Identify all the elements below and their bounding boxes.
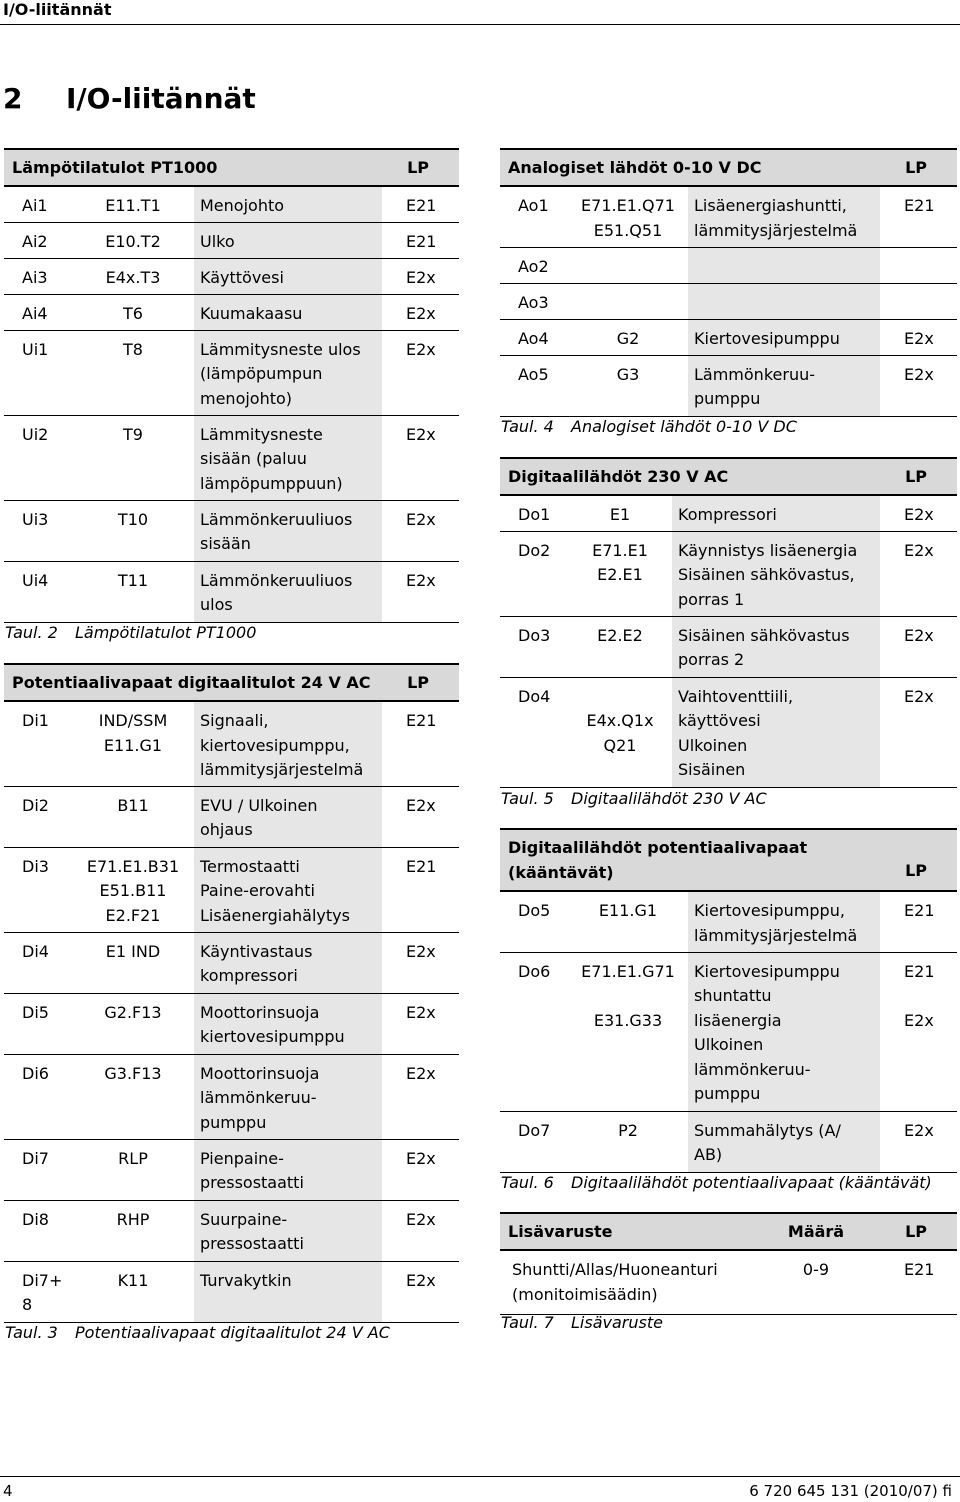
description-cell: Termostaatti Paine-erovahti Lisäenergiahälytys [194, 847, 382, 932]
description-cell: Turvakytkin [194, 1261, 382, 1322]
description-cell: Menojohto [194, 186, 382, 222]
description-cell: Käyntivastaus kompressori [194, 932, 382, 993]
connector-cell: Do5 [500, 891, 566, 952]
caption-text: Potentiaalivapaat digitaalitulot 24 V AC [75, 1323, 390, 1342]
lp-cell: E21 [880, 186, 957, 247]
item-header: Lisävaruste [500, 1213, 750, 1250]
caption-number: Taul. 2 [5, 623, 58, 642]
caption-number: Taul. 5 [501, 789, 554, 808]
connector-cell: Di8 [4, 1200, 70, 1261]
lp-cell: E2x [382, 330, 459, 415]
caption-table-4 [501, 416, 797, 438]
table-row [4, 1200, 459, 1261]
lp-cell: E2x [382, 1261, 459, 1322]
lp-cell: E21 [880, 891, 957, 952]
component-cell: E71.E1.B31 E51.B11 E2.F21 [70, 847, 194, 932]
component-cell: T10 [70, 500, 194, 561]
connector-cell: Do6 [500, 952, 566, 1111]
component-cell: T9 [70, 415, 194, 500]
component-cell: T6 [70, 294, 194, 330]
table-digital-outputs-230v [500, 457, 957, 788]
connector-cell: Ai4 [4, 294, 70, 330]
lp-cell: E2x [382, 294, 459, 330]
description-cell: Suurpaine- pressostaatti [194, 1200, 382, 1261]
component-cell [566, 247, 688, 283]
component-cell: E71.E1 E2.E1 [566, 531, 672, 616]
component-cell: E1 [566, 495, 672, 531]
lp-header: LP [880, 458, 957, 495]
footer-rule [0, 1476, 960, 1477]
connector-cell: Do4 [500, 677, 566, 787]
lp-cell [880, 283, 957, 319]
connector-cell: Ai3 [4, 258, 70, 294]
lp-header: LP [382, 664, 459, 701]
caption-table-5 [501, 788, 767, 810]
caption-text: Digitaalilähdöt 230 V AC [571, 789, 767, 808]
description-cell: Moottorinsuoja kiertovesipumppu [194, 993, 382, 1054]
lp-cell: E2x [880, 616, 957, 677]
component-cell: G3.F13 [70, 1054, 194, 1139]
caption-number: Taul. 4 [501, 417, 554, 436]
connector-cell: Di7 [4, 1139, 70, 1200]
caption-text: Analogiset lähdöt 0-10 V DC [571, 417, 797, 436]
lp-cell: E21 [382, 701, 459, 786]
lp-cell: E2x [880, 677, 957, 787]
description-cell: Kuumakaasu [194, 294, 382, 330]
lp-header: LP [880, 149, 957, 186]
table-row [500, 247, 957, 283]
connector-cell: Di2 [4, 786, 70, 847]
table-row [500, 186, 957, 247]
table-row [500, 891, 957, 952]
component-cell: E1 IND [70, 932, 194, 993]
lp-cell: E21 [382, 186, 459, 222]
table-row [4, 847, 459, 932]
description-cell: Vaihtoventtiili, käyttövesi Ulkoinen Sisäinen [672, 677, 880, 787]
caption-text: Lämpötilatulot PT1000 [75, 623, 257, 642]
description-cell: Lämmitysneste ulos (lämpöpumpun menojohto) [194, 330, 382, 415]
lp-cell: E21 [382, 847, 459, 932]
table-row [500, 319, 957, 355]
component-cell: IND/SSM E11.G1 [70, 701, 194, 786]
caption-text: Digitaalilähdöt potentiaalivapaat (kääntävät) [571, 1173, 932, 1192]
table-row [500, 1250, 957, 1314]
component-cell: E10.T2 [70, 222, 194, 258]
component-cell: E2.E2 [566, 616, 672, 677]
connector-cell: Do7 [500, 1111, 566, 1172]
connector-cell: Di1 [4, 701, 70, 786]
lp-cell: E21 E2x [880, 952, 957, 1111]
connector-cell: Ai2 [4, 222, 70, 258]
description-cell: Lämmönkeruuliuos ulos [194, 561, 382, 622]
table-row [500, 495, 957, 531]
table-accessories [500, 1212, 957, 1315]
table-row [500, 677, 957, 787]
lp-cell: E2x [382, 258, 459, 294]
table-row [4, 786, 459, 847]
caption-number: Taul. 7 [501, 1313, 554, 1332]
description-cell: Lisäenergiashuntti, lämmitysjärjestelmä [688, 186, 880, 247]
table-row [500, 616, 957, 677]
table-row [500, 283, 957, 319]
table-row [4, 222, 459, 258]
component-cell: G3 [566, 355, 688, 416]
accessory-cell: Shuntti/Allas/Huoneanturi (monitoimisäädin) [500, 1250, 750, 1314]
table-row [4, 330, 459, 415]
description-cell: Sisäinen sähkövastus porras 2 [672, 616, 880, 677]
table-row [500, 355, 957, 416]
lp-cell: E21 [382, 222, 459, 258]
table-analog-outputs [500, 148, 957, 417]
component-cell: P2 [566, 1111, 688, 1172]
lp-cell: E21 [880, 1250, 957, 1314]
caption-number: Taul. 3 [5, 1323, 58, 1342]
table-title: Lämpötilatulot PT1000 [4, 149, 382, 186]
connector-cell: Ui3 [4, 500, 70, 561]
description-cell: EVU / Ulkoinen ohjaus [194, 786, 382, 847]
connector-cell: Ao5 [500, 355, 566, 416]
chapter-number: 2 [3, 82, 23, 115]
table-title: Digitaalilähdöt 230 V AC [500, 458, 880, 495]
connector-cell: Di4 [4, 932, 70, 993]
table-row [4, 1139, 459, 1200]
connector-cell: Ai1 [4, 186, 70, 222]
table-row [4, 186, 459, 222]
lp-header: LP [382, 149, 459, 186]
connector-cell: Do3 [500, 616, 566, 677]
table-temperature-inputs [4, 148, 459, 623]
chapter-heading [3, 81, 256, 117]
lp-cell: E2x [382, 561, 459, 622]
running-header-title: I/O-liitännät [3, 0, 112, 19]
caption-text: Lisävaruste [571, 1313, 663, 1332]
connector-cell: Ui2 [4, 415, 70, 500]
component-cell: E11.T1 [70, 186, 194, 222]
lp-cell: E2x [382, 1054, 459, 1139]
caption-table-6 [501, 1172, 932, 1194]
table-title: Analogiset lähdöt 0-10 V DC [500, 149, 880, 186]
lp-cell [880, 247, 957, 283]
chapter-title: I/O-liitännät [66, 82, 256, 115]
lp-cell: E2x [880, 355, 957, 416]
description-cell: Signaali, kiertovesipumppu, lämmitysjärjestelmä [194, 701, 382, 786]
lp-cell: E2x [880, 1111, 957, 1172]
connector-cell: Ao4 [500, 319, 566, 355]
connector-cell: Ao1 [500, 186, 566, 247]
component-cell: G2 [566, 319, 688, 355]
description-cell [688, 283, 880, 319]
component-cell: E4x.T3 [70, 258, 194, 294]
lp-cell: E2x [880, 495, 957, 531]
lp-header: LP [880, 1213, 957, 1250]
table-row [500, 952, 957, 1111]
description-cell: Ulko [194, 222, 382, 258]
description-cell: Kiertovesipumppu [688, 319, 880, 355]
table-row [500, 531, 957, 616]
connector-cell: Di5 [4, 993, 70, 1054]
connector-cell: Ao2 [500, 247, 566, 283]
connector-cell: Di6 [4, 1054, 70, 1139]
component-cell: E71.E1.Q71 E51.Q51 [566, 186, 688, 247]
description-cell: Käynnistys lisäenergia Sisäinen sähkövastus, porras 1 [672, 531, 880, 616]
lp-cell: E2x [382, 500, 459, 561]
page-number: 4 [3, 1482, 13, 1500]
table-row [4, 1054, 459, 1139]
lp-cell: E2x [382, 932, 459, 993]
table-digital-inputs [4, 663, 459, 1323]
caption-table-2 [5, 622, 256, 644]
description-cell: Lämmitysneste sisään (paluu lämpöpumppuun) [194, 415, 382, 500]
component-cell: RHP [70, 1200, 194, 1261]
table-row [4, 258, 459, 294]
component-cell [566, 283, 688, 319]
component-cell: RLP [70, 1139, 194, 1200]
lp-cell: E2x [382, 415, 459, 500]
connector-cell: Ui4 [4, 561, 70, 622]
description-cell: Kiertovesipumppu, lämmitysjärjestelmä [688, 891, 880, 952]
connector-cell: Do2 [500, 531, 566, 616]
table-row [4, 993, 459, 1054]
lp-cell: E2x [880, 319, 957, 355]
connector-cell: Ui1 [4, 330, 70, 415]
description-cell: Pienpaine- pressostaatti [194, 1139, 382, 1200]
caption-table-3 [5, 1322, 390, 1344]
component-cell: K11 [70, 1261, 194, 1322]
table-title: Potentiaalivapaat digitaalitulot 24 V AC [4, 664, 382, 701]
component-cell: E4x.Q1x Q21 [566, 677, 672, 787]
connector-cell: Di3 [4, 847, 70, 932]
table-title: Digitaalilähdöt potentiaalivapaat (kääntävät) [500, 829, 880, 891]
description-cell: Käyttövesi [194, 258, 382, 294]
table-row [4, 561, 459, 622]
quantity-cell: 0-9 [750, 1250, 880, 1314]
lp-cell: E2x [382, 1139, 459, 1200]
caption-number: Taul. 6 [501, 1173, 554, 1192]
table-row [4, 932, 459, 993]
table-row [4, 415, 459, 500]
quantity-header: Määrä [750, 1213, 880, 1250]
component-cell: B11 [70, 786, 194, 847]
component-cell: T11 [70, 561, 194, 622]
description-cell: Kompressori [672, 495, 880, 531]
connector-cell: Di7+ 8 [4, 1261, 70, 1322]
table-row [4, 1261, 459, 1322]
lp-cell: E2x [880, 531, 957, 616]
lp-header: LP [880, 829, 957, 891]
document-id: 6 720 645 131 (2010/07) fi [749, 1482, 952, 1500]
description-cell: Summahälytys (A/ AB) [688, 1111, 880, 1172]
table-row [500, 1111, 957, 1172]
lp-cell: E2x [382, 786, 459, 847]
header-rule [0, 24, 960, 25]
description-cell: Moottorinsuoja lämmönkeruu- pumppu [194, 1054, 382, 1139]
description-cell: Kiertovesipumppu shuntattu lisäenergia Ulkoinen lämmönkeruu- pumppu [688, 952, 880, 1111]
connector-cell: Do1 [500, 495, 566, 531]
component-cell: E71.E1.G71 E31.G33 [566, 952, 688, 1111]
component-cell: E11.G1 [566, 891, 688, 952]
table-row [4, 701, 459, 786]
lp-cell: E2x [382, 993, 459, 1054]
table-row [4, 294, 459, 330]
table-row [4, 500, 459, 561]
caption-table-7 [501, 1312, 663, 1334]
table-potential-free-outputs [500, 828, 957, 1173]
description-cell: Lämmönkeruu- pumppu [688, 355, 880, 416]
lp-cell: E2x [382, 1200, 459, 1261]
description-cell: Lämmönkeruuliuos sisään [194, 500, 382, 561]
description-cell [688, 247, 880, 283]
component-cell: T8 [70, 330, 194, 415]
connector-cell: Ao3 [500, 283, 566, 319]
component-cell: G2.F13 [70, 993, 194, 1054]
